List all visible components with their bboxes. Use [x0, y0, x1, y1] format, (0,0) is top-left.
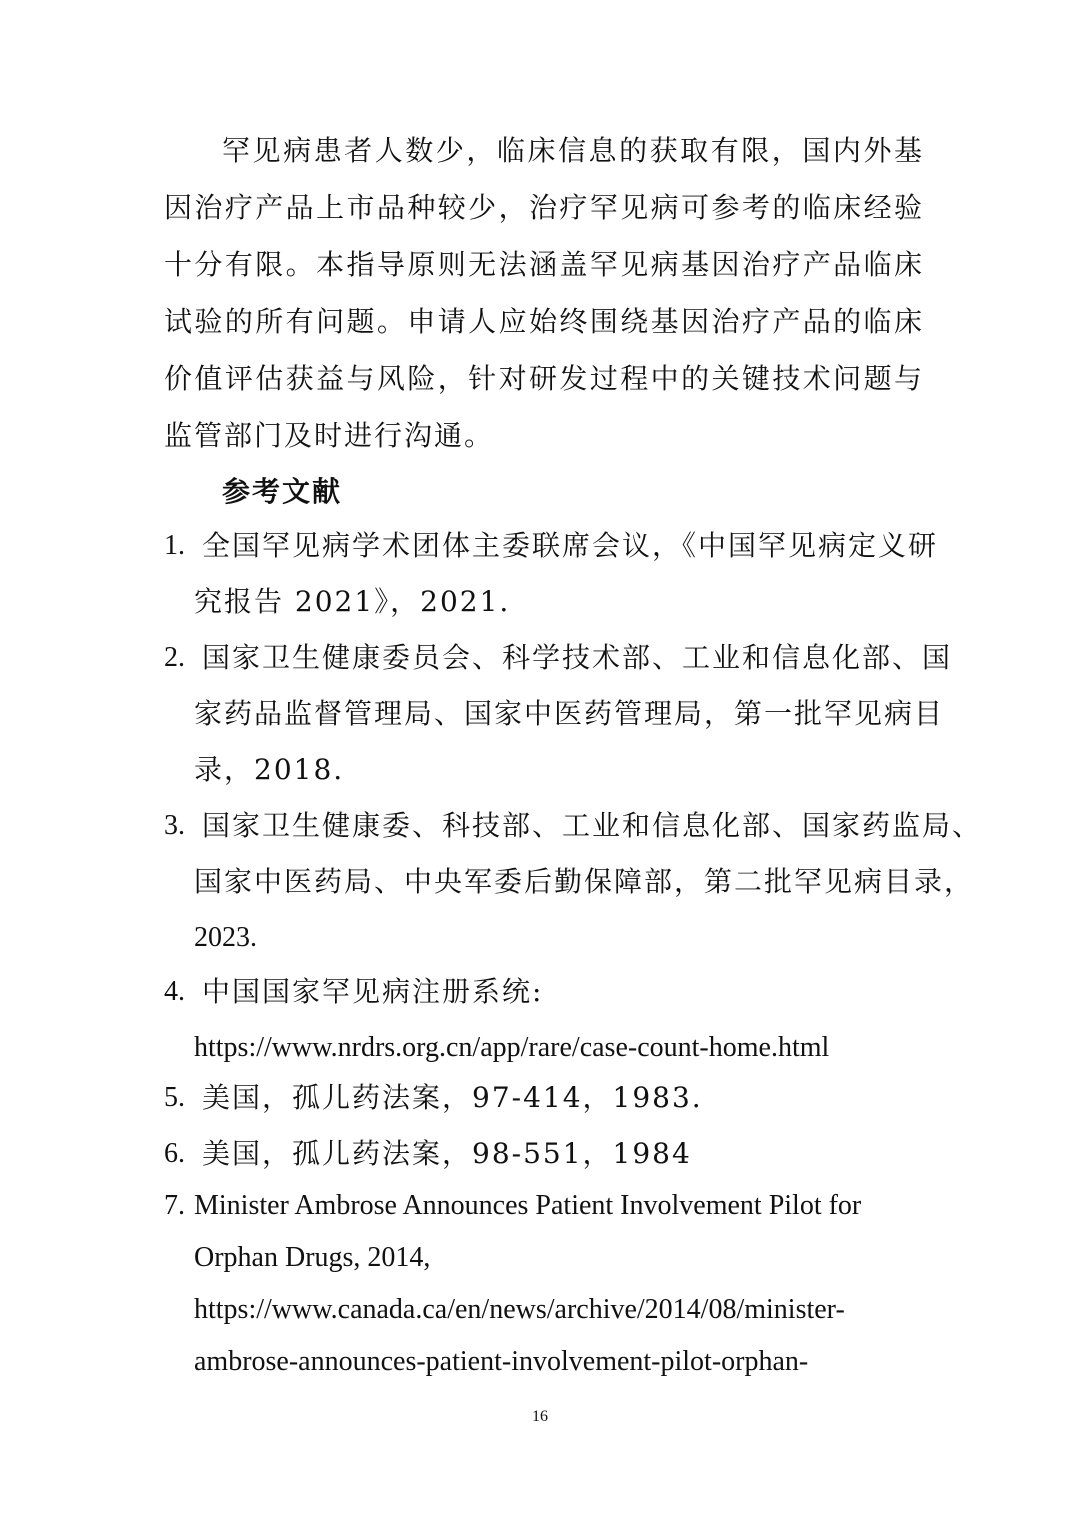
- reference-number: 5.: [164, 1082, 185, 1113]
- reference-url: https://www.nrdrs.org.cn/app/rare/case-count-home.html: [194, 1032, 830, 1063]
- reference-line: 中国国家罕见病注册系统:: [202, 975, 544, 1008]
- reference-line: 国家卫生健康委员会、科学技术部、工业和信息化部、国: [202, 641, 953, 674]
- reference-number: 3.: [164, 810, 185, 841]
- reference-number: 4.: [164, 976, 185, 1007]
- reference-number: 1.: [164, 530, 185, 561]
- reference-item-3: [164, 798, 983, 966]
- reference-line: 美国，孤儿药法案，98-551，1984: [202, 1137, 692, 1170]
- reference-line: 国家卫生健康委、科技部、工业和信息化部、国家药监局、: [202, 809, 983, 842]
- references-heading: 参考文献: [222, 475, 343, 508]
- reference-item-6: [164, 1126, 924, 1182]
- reference-line: 2023.: [194, 922, 257, 953]
- reference-item-4: [164, 964, 924, 1076]
- reference-item-1: [164, 518, 939, 630]
- reference-number: 2.: [164, 642, 185, 673]
- page-number: 16: [532, 1408, 548, 1425]
- reference-line: 究报告 2021》，2021.: [194, 585, 511, 618]
- reference-line: Minister Ambrose Announces Patient Involvement Pilot for: [194, 1190, 862, 1221]
- reference-line: 录，2018.: [194, 753, 345, 786]
- closing-paragraph: [164, 122, 924, 464]
- reference-line: 美国，孤儿药法案，97-414，1983.: [202, 1081, 703, 1114]
- reference-url: https://www.canada.ca/en/news/archive/2014/08/minister-: [194, 1294, 845, 1325]
- paragraph-text: [164, 122, 924, 464]
- reference-number: 7.: [164, 1190, 185, 1221]
- paragraph-line: 有限。本指导原则无法涵盖罕见病基因治疗产品临床试验的: [164, 248, 924, 338]
- reference-item-5: [164, 1070, 924, 1126]
- paragraph-line: 时进行沟通。: [314, 419, 495, 452]
- reference-url: ambrose-announces-patient-involvement-pilot-orphan-: [194, 1346, 809, 1377]
- reference-line: Orphan Drugs, 2014,: [194, 1242, 431, 1273]
- paragraph-line: 获益与风险，针对研发过程中的关键技术问题与监管部门及: [164, 362, 924, 452]
- reference-item-7: [164, 1180, 924, 1388]
- reference-line: 全国罕见病学术团体主委联席会议，《中国罕见病定义研: [202, 529, 939, 562]
- paragraph-line: 罕见病患者人数少，临床信息的获取有限，国内外基因: [164, 134, 924, 224]
- reference-number: 6.: [164, 1138, 185, 1169]
- reference-line: 家药品监督管理局、国家中医药管理局，第一批罕见病目: [194, 697, 945, 730]
- reference-line: 国家中医药局、中央军委后勤保障部，第二批罕见病目录，: [194, 865, 975, 898]
- paragraph-line: 所有问题。申请人应始终围绕基因治疗产品的临床价值评估: [164, 305, 924, 395]
- reference-item-2: [164, 630, 953, 798]
- paragraph-line: 治疗产品上市品种较少，治疗罕见病可参考的临床经验十分: [164, 191, 924, 281]
